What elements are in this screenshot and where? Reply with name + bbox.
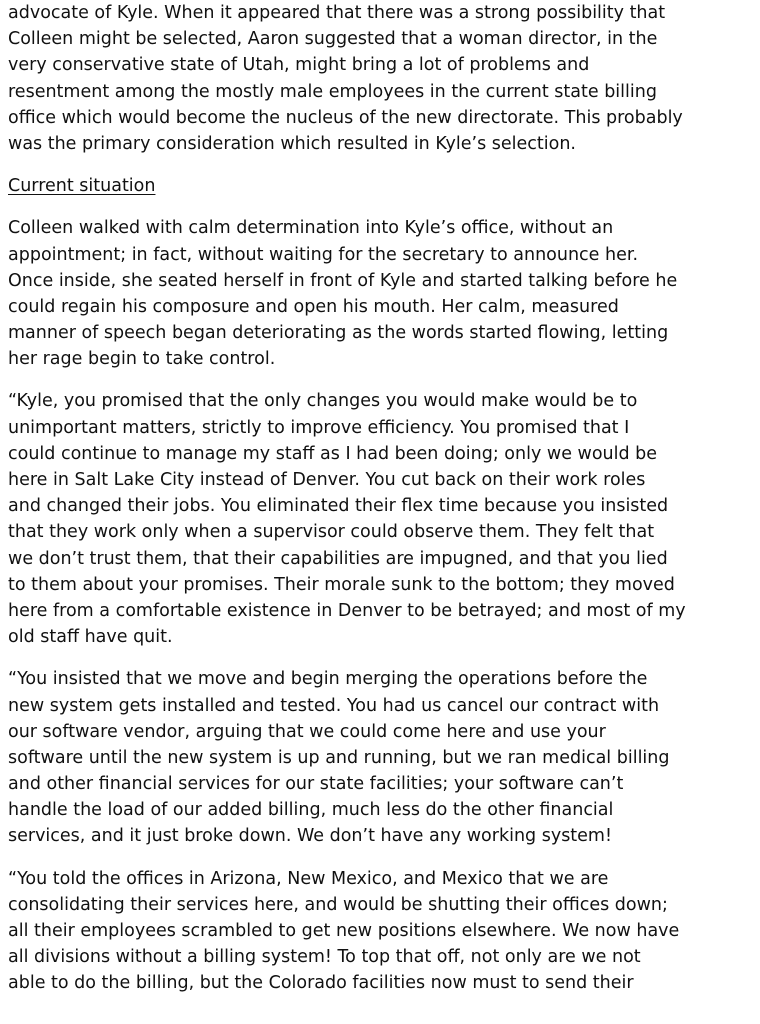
text-line: Colleen walked with calm determination into Kyle’s office, without an <box>8 218 614 239</box>
text-line: all divisions without a billing system! To top that off, not only are we not <box>8 947 641 968</box>
document-page <box>8 0 752 997</box>
text-line: here from a comfortable existence in Denver to be betrayed; and most of my <box>8 600 686 621</box>
paragraph-selection-background <box>8 0 752 157</box>
text-line: we don’t trust them, that their capabilities are impugned, and that you lied <box>8 548 668 569</box>
text-line: very conservative state of Utah, might bring a lot of problems and <box>8 55 590 76</box>
text-line: all their employees scrambled to get new positions elsewhere. We now have <box>8 921 680 941</box>
text-line: services, and it just broke down. We don’t have any working system! <box>8 826 612 847</box>
text-line: resentment among the mostly male employees in the current state billing <box>8 81 657 102</box>
text-line: appointment; in fact, without waiting for the secretary to announce her. <box>8 244 639 265</box>
text-line: here in Salt Lake City instead of Denver. You cut back on their work roles <box>8 470 646 490</box>
text-line: “You insisted that we move and begin merging the operations before the <box>8 669 648 690</box>
text-line: that they work only when a supervisor could observe them. They felt that <box>8 522 655 543</box>
text-line: consolidating their services here, and would be shutting their offices down; <box>8 894 668 915</box>
text-line: her rage begin to take control. <box>8 349 276 370</box>
text-line: was the primary consideration which resulted in Kyle’s selection. <box>8 133 576 154</box>
text-line: able to do the billing, but the Colorado facilities now must to send their <box>8 973 634 994</box>
text-line: “Kyle, you promised that the only changes you would make would be to <box>8 391 638 412</box>
paragraph-promises <box>8 388 752 650</box>
paragraph-software-migration <box>8 666 752 849</box>
text-line: our software vendor, arguing that we could come here and use your <box>8 721 606 742</box>
paragraph-office-consolidation <box>8 866 752 997</box>
text-line: software until the new system is up and running, but we ran medical billing <box>8 747 670 768</box>
text-line: advocate of Kyle. When it appeared that there was a strong possibility that <box>8 3 666 23</box>
text-line: “You told the offices in Arizona, New Mexico, and Mexico that we are <box>8 868 609 889</box>
text-line: Colleen might be selected, Aaron suggested that a woman director, in the <box>8 29 658 50</box>
text-line: and other financial services for our state facilities; your software can’t <box>8 774 624 795</box>
text-line: handle the load of our added billing, much less do the other financial <box>8 800 614 821</box>
section-heading-text: Current situation <box>8 176 156 197</box>
text-line: and changed their jobs. You eliminated their flex time because you insisted <box>8 496 669 517</box>
text-line: unimportant matters, strictly to improve efficiency. You promised that I <box>8 417 630 438</box>
text-line: Once inside, she seated herself in front of Kyle and started talking before he <box>8 270 678 291</box>
section-heading-current-situation <box>8 173 752 199</box>
text-line: office which would become the nucleus of the new directorate. This probably <box>8 107 683 128</box>
paragraph-colleen-enters <box>8 215 752 372</box>
text-line: new system gets installed and tested. You had us cancel our contract with <box>8 695 660 716</box>
text-line: to them about your promises. Their morale sunk to the bottom; they moved <box>8 574 675 595</box>
text-line: old staff have quit. <box>8 627 173 648</box>
text-line: could continue to manage my staff as I had been doing; only we would be <box>8 443 658 464</box>
text-line: manner of speech began deteriorating as the words started flowing, letting <box>8 323 669 344</box>
text-line: could regain his composure and open his mouth. Her calm, measured <box>8 296 619 317</box>
